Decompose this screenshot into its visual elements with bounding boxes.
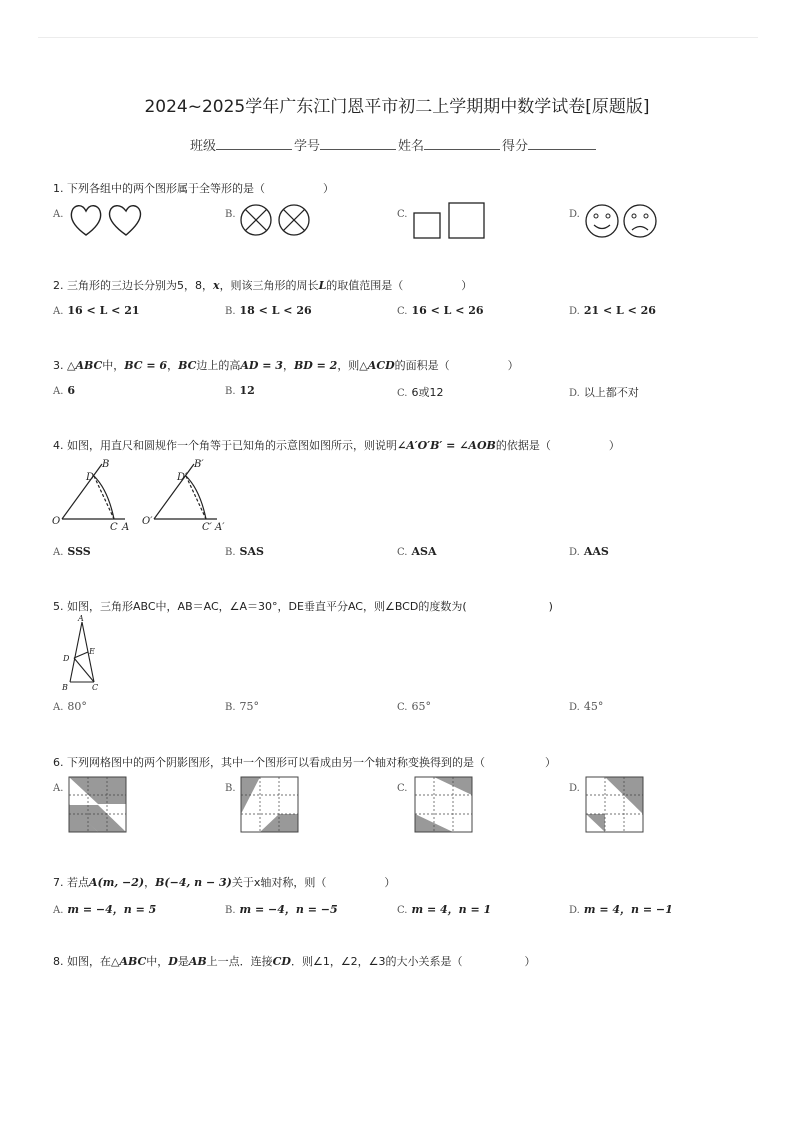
squares-figure — [412, 201, 488, 241]
question-text: 是 — [177, 955, 189, 968]
label-d: D — [63, 654, 70, 663]
header-divider — [38, 37, 758, 38]
class-label: 班级 — [190, 139, 217, 154]
question-paren: ） — [608, 439, 620, 452]
question-1 — [53, 180, 334, 196]
label-d-prime: D′ — [177, 472, 188, 483]
question-text: 的依据是（ — [495, 439, 551, 452]
math-expr: CD — [272, 955, 291, 968]
option-5c[interactable]: C. 65° — [397, 700, 431, 713]
label-b: B — [62, 683, 68, 692]
question-number: 1. — [53, 182, 64, 195]
question-number: 2. — [53, 279, 64, 292]
question-5 — [53, 598, 553, 614]
question-2 — [53, 277, 472, 293]
question-text: 如图，三角形ABC中，AB＝AC，∠A＝30°，DE垂直平分AC，则∠BCD的度数为( — [67, 600, 467, 613]
option-2c[interactable]: C. 16 < L < 26 — [397, 304, 484, 317]
student-info-line — [190, 135, 598, 154]
option-3b[interactable]: B. 12 — [225, 384, 255, 397]
faces-figure — [584, 202, 660, 240]
label-d: D — [86, 472, 95, 483]
math-expr: BD = 2 — [293, 359, 338, 372]
option-1c[interactable]: C. — [397, 209, 408, 220]
label-o: O — [52, 516, 61, 527]
score-label: 得分 — [502, 139, 529, 154]
question-7 — [53, 874, 395, 890]
question-paren: ） — [524, 955, 536, 968]
question-text: 中， — [102, 359, 125, 372]
isosceles-triangle-figure — [56, 614, 112, 692]
math-expr: ACD — [367, 359, 395, 372]
question-paren: ) — [548, 600, 553, 613]
question-number: 5. — [53, 600, 64, 613]
math-expr: ∠A′O′B′ = ∠AOB — [397, 439, 496, 452]
label-e: E — [89, 647, 95, 656]
math-var: x — [213, 279, 220, 292]
question-text: ，则△ — [337, 359, 368, 372]
question-paren: ） — [507, 359, 519, 372]
question-text: △ — [67, 359, 76, 372]
question-paren: ） — [384, 876, 396, 889]
question-text: 下列网格图中的两个阴影图形，其中一个图形可以看成由另一个轴对称变换得到的是（ — [67, 756, 485, 769]
math-expr: ABC — [119, 955, 147, 968]
question-text: 三角形的三边长分别为5，8， — [67, 279, 213, 292]
id-blank[interactable] — [320, 135, 396, 150]
grid-figure-d — [585, 776, 645, 834]
grid-figure-a — [68, 776, 128, 834]
question-3 — [53, 357, 519, 373]
crossed-circles-figure — [240, 203, 314, 237]
option-5b[interactable]: B. 75° — [225, 700, 260, 713]
math-expr: ABC — [75, 359, 103, 372]
question-paren: ） — [461, 279, 473, 292]
option-3c[interactable]: C. 6或12 — [397, 386, 444, 399]
question-number: 4. — [53, 439, 64, 452]
option-7c[interactable]: C. m = 4，n = 1 — [397, 903, 492, 916]
label-o-prime: O′ — [142, 516, 153, 527]
option-2d[interactable]: D. 21 < L < 26 — [569, 304, 656, 317]
option-6b[interactable]: B. — [225, 783, 236, 794]
option-4b[interactable]: B. SAS — [225, 545, 264, 558]
question-text: ．则∠1，∠2，∠3的大小关系是（ — [290, 955, 463, 968]
option-6d[interactable]: D. — [569, 783, 580, 794]
option-6c[interactable]: C. — [397, 783, 408, 794]
math-expr: B(−4, n − 3) — [155, 876, 232, 889]
page-title: 2024~2025学年广东江门恩平市初二上学期期中数学试卷[原题版] — [144, 97, 650, 117]
question-paren: ） — [545, 756, 556, 769]
math-expr: AD = 3 — [240, 359, 283, 372]
math-expr: A(m, −2) — [89, 876, 145, 889]
question-paren: ） — [323, 182, 334, 195]
math-expr: BC — [178, 359, 197, 372]
label-a: A — [78, 614, 84, 623]
question-4 — [53, 437, 620, 453]
question-6 — [53, 754, 556, 770]
math-expr: AB — [188, 955, 207, 968]
grid-figure-c — [414, 776, 474, 834]
option-7a[interactable]: A. m = −4，n = 5 — [53, 903, 157, 916]
question-number: 8. — [53, 955, 64, 968]
question-text: ， — [282, 359, 294, 372]
option-3d[interactable]: D. 以上都不对 — [569, 386, 639, 399]
question-text: 中， — [146, 955, 169, 968]
name-label: 姓名 — [398, 139, 425, 154]
question-text: ，则该三角形的周长 — [219, 279, 319, 292]
question-text: 若点 — [67, 876, 89, 889]
option-2b[interactable]: B. 18 < L < 26 — [225, 304, 312, 317]
label-a: A — [122, 522, 130, 533]
question-text: ， — [167, 359, 179, 372]
math-expr: D — [168, 955, 178, 968]
question-text: 边上的高 — [196, 359, 241, 372]
hearts-figure — [68, 201, 148, 239]
question-8 — [53, 953, 536, 969]
id-label: 学号 — [294, 139, 321, 154]
option-5d[interactable]: D. 45° — [569, 700, 604, 713]
angle-construction-figure — [50, 456, 240, 536]
option-3a[interactable]: A. 6 — [53, 384, 76, 397]
option-4c[interactable]: C. ASA — [397, 545, 437, 558]
label-c-prime: C′ — [202, 522, 212, 533]
question-text: 上一点．连接 — [206, 955, 273, 968]
score-blank[interactable] — [528, 135, 596, 150]
label-b-prime: B′ — [194, 459, 204, 470]
question-number: 3. — [53, 359, 64, 372]
option-1d[interactable]: D. — [569, 209, 580, 220]
grid-figure-b — [240, 776, 300, 834]
question-number: 6. — [53, 756, 64, 769]
question-text: 下列各组中的两个图形属于全等形的是（ — [67, 182, 265, 195]
option-1a[interactable]: A. — [53, 209, 64, 220]
class-blank[interactable] — [216, 135, 292, 150]
question-text: 的取值范围是（ — [326, 279, 404, 292]
label-c: C — [92, 683, 99, 692]
math-expr: BC = 6 — [124, 359, 168, 372]
option-4a[interactable]: A. SSS — [53, 545, 91, 558]
name-blank[interactable] — [424, 135, 500, 150]
option-2a[interactable]: A. 16 < L < 21 — [53, 304, 140, 317]
question-text: 的面积是（ — [394, 359, 450, 372]
option-7b[interactable]: B. m = −4，n = −5 — [225, 903, 338, 916]
label-c: C — [110, 522, 118, 533]
label-a-prime: A′ — [215, 522, 225, 533]
option-4d[interactable]: D. AAS — [569, 545, 609, 558]
question-text: 如图，在△ — [67, 955, 120, 968]
question-number: 7. — [53, 876, 64, 889]
option-7d[interactable]: D. m = 4，n = −1 — [569, 903, 673, 916]
question-text: 关于x轴对称，则（ — [231, 876, 327, 889]
label-b: B — [102, 459, 110, 470]
option-6a[interactable]: A. — [53, 783, 64, 794]
question-text: ， — [144, 876, 156, 889]
option-5a[interactable]: A. 80° — [53, 700, 87, 713]
math-var: L — [318, 279, 327, 292]
question-text: 如图，用直尺和圆规作一个角等于已知角的示意图如图所示，则说明 — [67, 439, 397, 452]
option-1b[interactable]: B. — [225, 209, 236, 220]
